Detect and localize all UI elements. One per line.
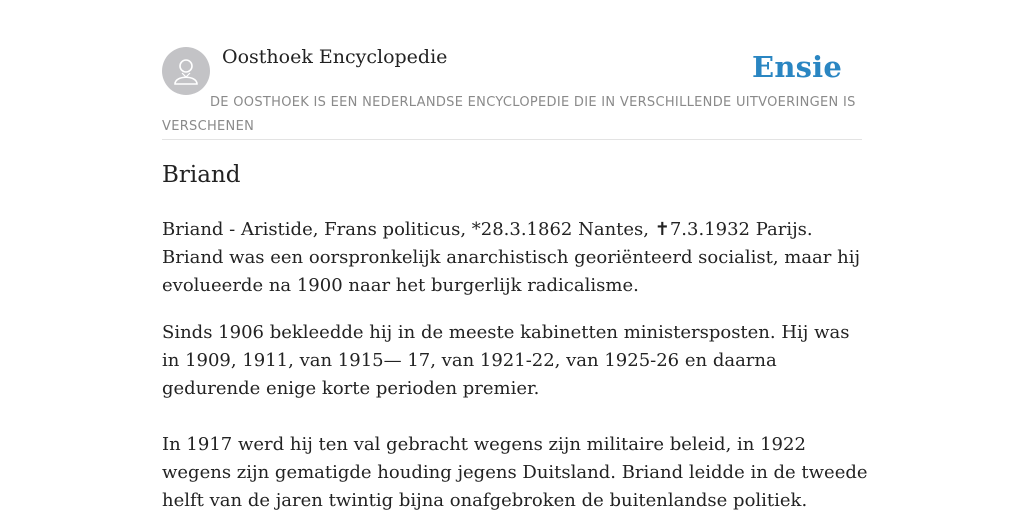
source-name[interactable]: Oosthoek Encyclopedie: [222, 46, 448, 68]
avatar[interactable]: [162, 47, 210, 95]
article-paragraph: Briand - Aristide, Frans politicus, *28.3.1862 Nantes, ✝7.3.1932 Parijs. Briand was een oorspronkelijk anarchistisch georiënteerd socialist, maar hij evolueerde na 1900 naar het burgerlijk radicalisme.: [162, 219, 861, 296]
source-tagline: DE OOSTHOEK IS EEN NEDERLANDSE ENCYCLOPEDIE DIE IN VERSCHILLENDE UITVOERINGEN IS VERSCHENEN: [162, 95, 856, 134]
user-icon: [171, 56, 201, 86]
article-title: Briand: [162, 162, 241, 188]
brand-logo[interactable]: Ensie: [752, 50, 842, 84]
article-paragraph: In 1917 werd hij ten val gebracht wegens zijn militaire beleid, in 1922 wegens zijn gematigde houding jegens Duitsland. Briand leidde in de tweede helft van de jaren twintig bijna onafgebroken de buitenlandse politiek.: [162, 434, 868, 511]
article-body: [162, 216, 872, 512]
article-paragraph: Sinds 1906 bekleedde hij in de meeste kabinetten ministersposten. Hij was in 1909, 1911, van 1915— 17, van 1921-22, van 1925-26 en daarna gedurende enige korte perioden premier.: [162, 322, 850, 399]
header: [162, 40, 862, 140]
